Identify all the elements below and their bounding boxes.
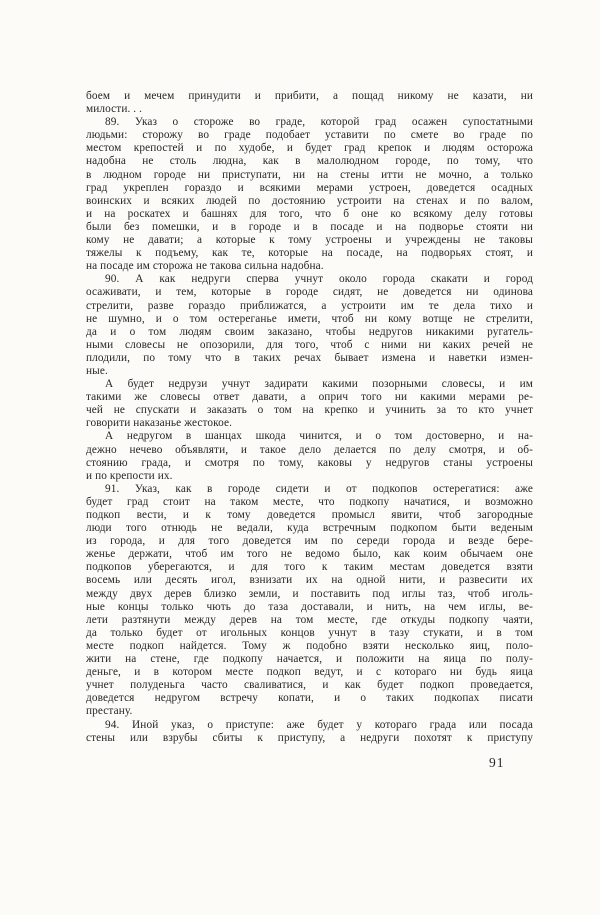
text-line: не шумно, и о том остереганье имети, чтоб ни кому вотще не стрелити,	[86, 312, 533, 325]
text-line: стоянию града, и смотря по тому, каковы у недругов станы устроены	[86, 456, 533, 469]
text-line: тяжелы к подъему, как те, которые на посаде, на подворьях стоят, и	[86, 247, 533, 260]
text-line: да только будет от игольных концов учнут в тазу стукати, и в том	[86, 626, 533, 639]
text-line: стрелити, разве гораздо приближатся, а устроити им те дела тихо и	[86, 299, 533, 312]
text-line: месте подкоп найдется. Тому ж подобно взяти несколько яиц, поло-	[86, 639, 533, 652]
text-line: между двух дерев близко земли, и поставить под иглы таз, чтоб иголь-	[86, 587, 533, 600]
text-line: А недругом в шанцах шкода чинится, и о том достоверно, и на-	[105, 430, 533, 443]
text-line: дежно нечево объявляти, и такое дело делается по делу смотря, и об-	[86, 443, 533, 456]
text-line: А будет недрузи учнут задирати какими позорными словесы, и им	[105, 378, 533, 391]
text-line: надобна не столь людна, как в малолюдном городе, по тому, что	[86, 155, 533, 168]
text-line: жити на стене, где подкопу начается, и положити на яица по полу-	[86, 653, 533, 666]
text-line: престану.	[86, 705, 133, 718]
text-line: восемь или десять игол, взнизати их на одной нити, и развесити их	[86, 574, 533, 587]
text-line: чей не спускати и заказать о том на крепко и учинить за то кто учнет	[86, 404, 533, 417]
text-line: доведется недругом встречу копати, и о таких подкопах писати	[86, 692, 533, 705]
text-line: ными словесы не опозорили, для того, чтоб с ними ни каких речей не	[86, 338, 533, 351]
paragraph	[86, 273, 533, 378]
text-line: кому не давати; а которые к тому устроены и учреждены не таковы	[86, 234, 533, 247]
text-line: и на роскатех и башнях для того, что б оне ко всякому делу готовы	[86, 207, 533, 220]
text-line: учнет полуденьга часто сваливатися, и как будет подкоп проведается,	[86, 679, 533, 692]
text-line: да и о том людям своим заказано, чтобы недругов никакими ругатель-	[86, 325, 533, 338]
text-line: в людном городе ни приступати, ни на стены итти не мочно, а только	[86, 168, 533, 181]
text-line: подкоп вести, и к тому доведется промысл явити, чтоб загородные	[86, 509, 533, 521]
text-line: воинских и всяких людей по достоянию устроити на стенах и по валом,	[86, 194, 533, 207]
text-line: град укреплен гораздо и всякими мерами устроен, доведется осадных	[86, 181, 533, 194]
text-line: деньге, и в котором месте подкоп ведут, и с котораго ни будь яица	[86, 666, 533, 679]
text-line: такими же словесы ответ давати, а оприч того ни какими мерами ре-	[86, 391, 533, 404]
text-line: плодили, по тому что в таких речах бывает измена и наветки измен-	[86, 351, 533, 364]
text-line: 91. Указ, как в городе сидети и от подкопов остерегатися: аже	[105, 482, 533, 495]
text-line: женье держати, чтоб им того не ведомо было, как коим обычаем оне	[86, 548, 533, 561]
page-number: 91	[489, 755, 505, 770]
text-block	[86, 90, 533, 745]
text-line: на посаде им сторожа не такова сильна надобна.	[86, 260, 324, 273]
text-line: боем и мечем принудити и прибити, а пощад никому не казати, ни	[86, 90, 533, 102]
text-line: ные концы только чють до таза доставали, и нить, на чем иглы, ве-	[86, 600, 533, 613]
text-line: осаживати, и тем, которые в городе сидят, не доведется ни одинова	[86, 286, 533, 299]
text-line: были без помешки, и в городе и в посаде и на подворье стояти ни	[86, 220, 533, 233]
paragraph	[86, 378, 533, 430]
paragraph	[86, 116, 533, 273]
paragraph	[86, 430, 533, 482]
paragraph	[86, 90, 533, 116]
text-line: 89. Указ о стороже во граде, которой град осажен супостатными	[105, 116, 533, 129]
text-line: людьми: сторожу во граде подобает уставити по смете во граде по	[86, 129, 533, 142]
paragraph	[86, 483, 533, 719]
text-line: говорити наказанье жестокое.	[86, 417, 233, 430]
text-line: милости. . .	[86, 103, 143, 116]
text-line: 94. Иной указ, о приступе: аже будет у котораго града или посада	[105, 718, 533, 731]
text-line: местом крепостей и по худобе, и будет град крепок и людям осторожа	[86, 142, 533, 155]
text-line: из города, и для того доведется им по середи города и везде бере-	[86, 535, 533, 548]
text-line: лети разтянути между дерев на том месте, где откуды подкопу чаяти,	[86, 613, 533, 626]
text-line: и по крепости их.	[86, 469, 173, 482]
paragraph	[86, 719, 533, 745]
text-line: подкопов уберегаются, и для того к таким местам доведется взяти	[86, 561, 533, 574]
text-line: люди того отнюдь не ведали, куда встречным подкопом быти веденым	[86, 522, 533, 535]
text-line: стены или взрубы сбиты к приступу, а недруги похотят к приступу	[86, 731, 533, 744]
text-line: 90. А как недруги сперва учнут около города скакати и город	[105, 273, 533, 286]
text-line: будет град стоит на таком месте, что подкопу начатися, и возможно	[86, 495, 533, 508]
text-line: ные.	[86, 364, 108, 377]
